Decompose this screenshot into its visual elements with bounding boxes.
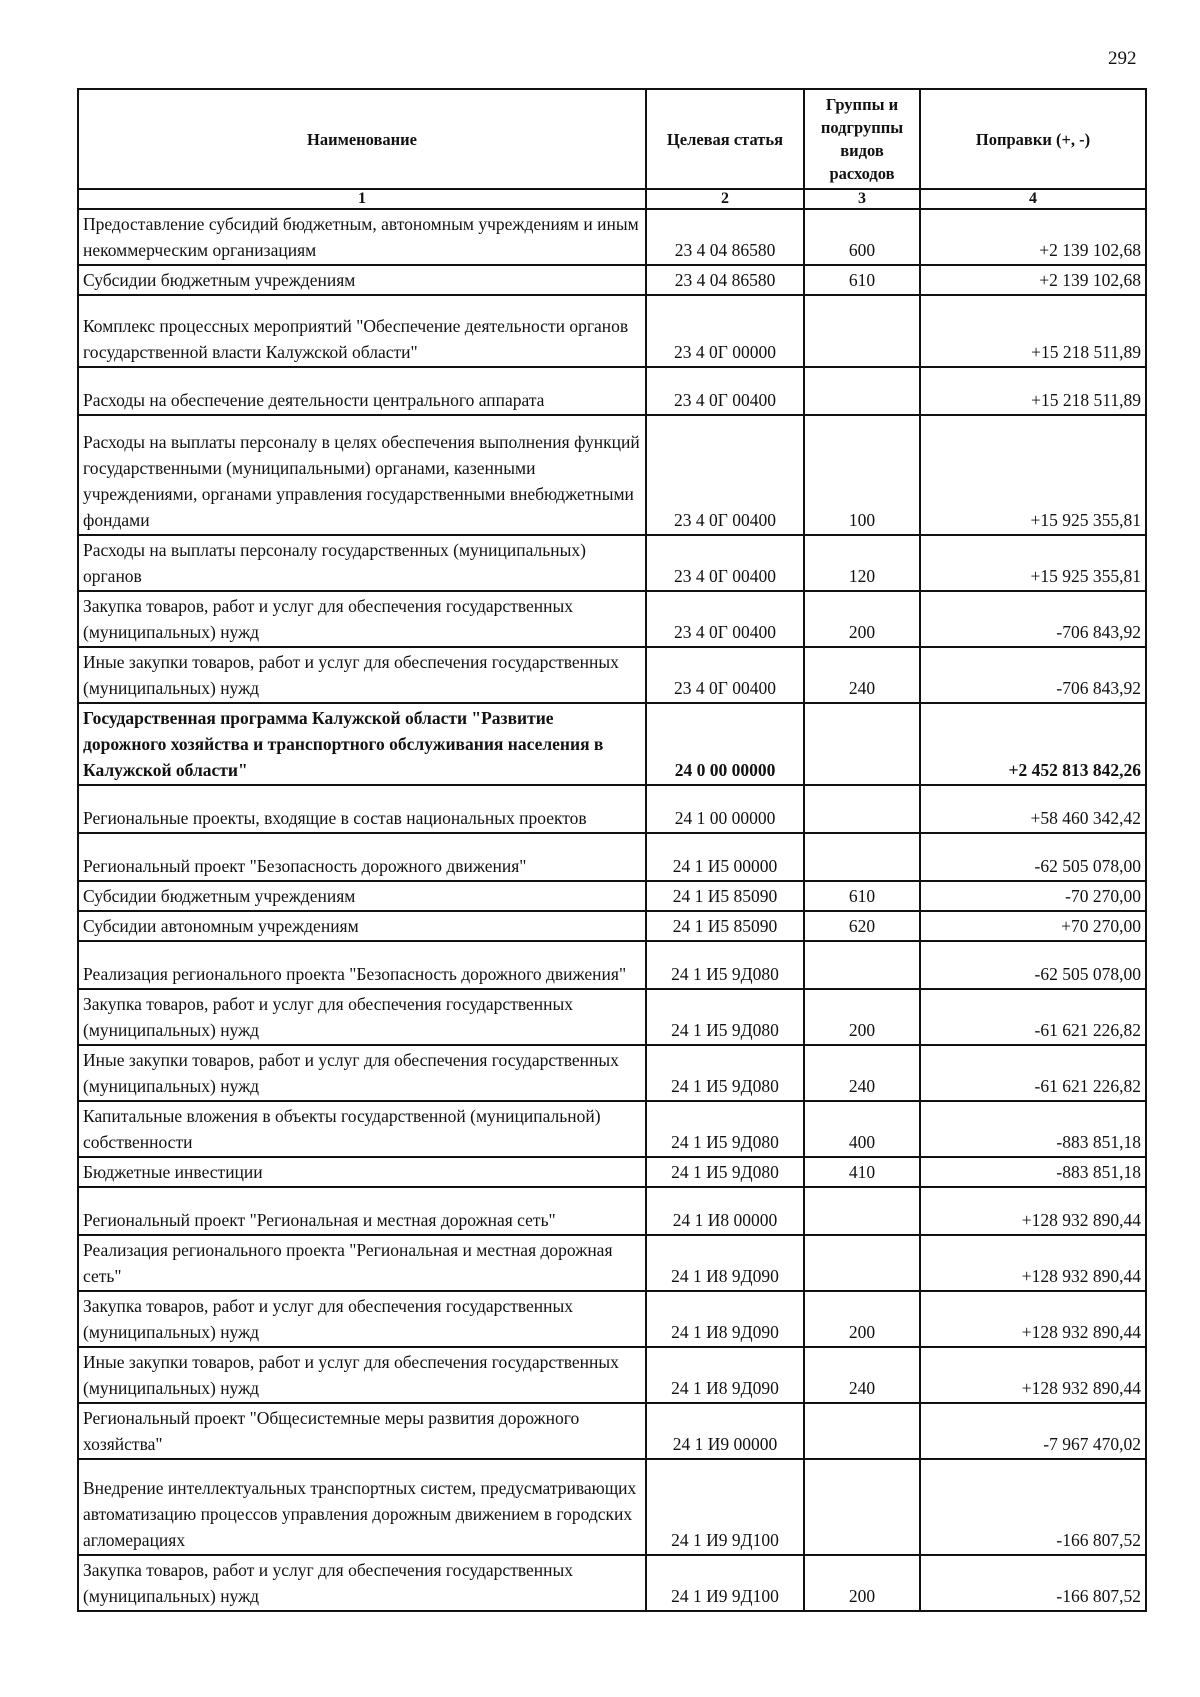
header-expense-groups: Группы и подгруппы видов расходов — [804, 89, 920, 189]
row-amendment-cell: -166 807,52 — [920, 1459, 1146, 1555]
table-row — [78, 1045, 1146, 1101]
header-target-article: Целевая статья — [646, 89, 804, 189]
table-row — [78, 703, 1146, 785]
row-amendment-cell: -166 807,52 — [920, 1555, 1146, 1611]
row-expense-group-cell — [804, 833, 920, 881]
row-amendment-cell: -7 967 470,02 — [920, 1403, 1146, 1459]
column-number-row — [78, 189, 1146, 209]
row-target-article-cell: 23 4 0Г 00000 — [646, 295, 804, 367]
row-expense-group-cell: 240 — [804, 647, 920, 703]
row-target-article-cell: 24 1 И5 9Д080 — [646, 1101, 804, 1157]
row-amendment-cell: +58 460 342,42 — [920, 785, 1146, 833]
row-name-cell: Расходы на выплаты персоналу государственных (муниципальных) органов — [78, 535, 646, 591]
row-amendment-cell: +70 270,00 — [920, 911, 1146, 941]
header-name: Наименование — [78, 89, 646, 189]
table-row — [78, 265, 1146, 295]
row-expense-group-cell: 240 — [804, 1347, 920, 1403]
row-expense-group-cell — [804, 1459, 920, 1555]
row-amendment-cell: +15 925 355,81 — [920, 535, 1146, 591]
row-name-cell: Региональный проект "Региональная и местная дорожная сеть" — [78, 1187, 646, 1235]
table-row — [78, 941, 1146, 989]
table-row — [78, 1235, 1146, 1291]
row-expense-group-cell: 600 — [804, 209, 920, 265]
row-target-article-cell: 23 4 0Г 00400 — [646, 535, 804, 591]
row-name-cell: Предоставление субсидий бюджетным, автономным учреждениям и иным некоммерческим организациям — [78, 209, 646, 265]
row-expense-group-cell — [804, 785, 920, 833]
row-name-cell: Субсидии бюджетным учреждениям — [78, 265, 646, 295]
row-amendment-cell: -70 270,00 — [920, 881, 1146, 911]
row-target-article-cell: 24 1 И5 85090 — [646, 911, 804, 941]
column-number: 2 — [646, 189, 804, 209]
row-amendment-cell: +128 932 890,44 — [920, 1291, 1146, 1347]
row-amendment-cell: -706 843,92 — [920, 647, 1146, 703]
row-target-article-cell: 24 1 И8 9Д090 — [646, 1235, 804, 1291]
row-amendment-cell: -62 505 078,00 — [920, 833, 1146, 881]
row-name-cell: Бюджетные инвестиции — [78, 1157, 646, 1187]
table-row — [78, 367, 1146, 415]
table-row — [78, 911, 1146, 941]
row-expense-group-cell — [804, 295, 920, 367]
table-row — [78, 1187, 1146, 1235]
row-target-article-cell: 24 1 И5 9Д080 — [646, 1157, 804, 1187]
row-name-cell: Иные закупки товаров, работ и услуг для обеспечения государственных (муниципальных) нужд — [78, 1347, 646, 1403]
row-expense-group-cell: 200 — [804, 591, 920, 647]
row-target-article-cell: 23 4 04 86580 — [646, 209, 804, 265]
row-expense-group-cell — [804, 367, 920, 415]
row-name-cell: Иные закупки товаров, работ и услуг для обеспечения государственных (муниципальных) нужд — [78, 647, 646, 703]
row-target-article-cell: 24 1 И8 9Д090 — [646, 1347, 804, 1403]
table-row — [78, 647, 1146, 703]
column-number: 1 — [78, 189, 646, 209]
row-target-article-cell: 24 1 И5 85090 — [646, 881, 804, 911]
row-expense-group-cell: 200 — [804, 1555, 920, 1611]
table-row — [78, 1459, 1146, 1555]
row-target-article-cell: 24 1 И9 00000 — [646, 1403, 804, 1459]
row-expense-group-cell: 400 — [804, 1101, 920, 1157]
row-expense-group-cell — [804, 1187, 920, 1235]
row-expense-group-cell: 610 — [804, 265, 920, 295]
table-row — [78, 989, 1146, 1045]
column-number: 3 — [804, 189, 920, 209]
row-expense-group-cell: 620 — [804, 911, 920, 941]
row-expense-group-cell — [804, 1235, 920, 1291]
row-name-cell: Региональные проекты, входящие в состав национальных проектов — [78, 785, 646, 833]
row-name-cell: Закупка товаров, работ и услуг для обеспечения государственных (муниципальных) нужд — [78, 1555, 646, 1611]
row-name-cell: Субсидии автономным учреждениям — [78, 911, 646, 941]
amendments-table-container — [77, 88, 1145, 1612]
row-name-cell: Региональный проект "Общесистемные меры развития дорожного хозяйства" — [78, 1403, 646, 1459]
row-expense-group-cell — [804, 941, 920, 989]
row-expense-group-cell: 200 — [804, 1291, 920, 1347]
row-amendment-cell: +15 925 355,81 — [920, 415, 1146, 535]
row-amendment-cell: -62 505 078,00 — [920, 941, 1146, 989]
row-amendment-cell: +15 218 511,89 — [920, 367, 1146, 415]
row-name-cell: Закупка товаров, работ и услуг для обеспечения государственных (муниципальных) нужд — [78, 591, 646, 647]
row-name-cell: Расходы на выплаты персоналу в целях обеспечения выполнения функций государственными (муниципальными) органами, казенными учреждениями, органами управления государственными внебюджетными фондами — [78, 415, 646, 535]
row-amendment-cell: +2 452 813 842,26 — [920, 703, 1146, 785]
row-target-article-cell: 23 4 0Г 00400 — [646, 415, 804, 535]
row-target-article-cell: 24 1 И5 9Д080 — [646, 1045, 804, 1101]
table-row — [78, 535, 1146, 591]
row-name-cell: Комплекс процессных мероприятий "Обеспечение деятельности органов государственной власти Калужской области" — [78, 295, 646, 367]
header-amendments: Поправки (+, -) — [920, 89, 1146, 189]
table-row — [78, 1403, 1146, 1459]
table-row — [78, 295, 1146, 367]
row-amendment-cell: +128 932 890,44 — [920, 1187, 1146, 1235]
row-target-article-cell: 24 0 00 00000 — [646, 703, 804, 785]
row-amendment-cell: -61 621 226,82 — [920, 989, 1146, 1045]
column-number: 4 — [920, 189, 1146, 209]
row-name-cell: Капитальные вложения в объекты государственной (муниципальной) собственности — [78, 1101, 646, 1157]
row-name-cell: Закупка товаров, работ и услуг для обеспечения государственных (муниципальных) нужд — [78, 1291, 646, 1347]
table-row — [78, 1157, 1146, 1187]
table-row — [78, 591, 1146, 647]
table-row — [78, 1101, 1146, 1157]
row-amendment-cell: -883 851,18 — [920, 1157, 1146, 1187]
row-target-article-cell: 24 1 И9 9Д100 — [646, 1459, 804, 1555]
row-expense-group-cell: 200 — [804, 989, 920, 1045]
table-row — [78, 881, 1146, 911]
row-amendment-cell: +15 218 511,89 — [920, 295, 1146, 367]
row-name-cell: Реализация регионального проекта "Безопасность дорожного движения" — [78, 941, 646, 989]
table-header-row — [78, 89, 1146, 189]
row-amendment-cell: +2 139 102,68 — [920, 209, 1146, 265]
row-target-article-cell: 23 4 0Г 00400 — [646, 367, 804, 415]
row-amendment-cell: -61 621 226,82 — [920, 1045, 1146, 1101]
row-expense-group-cell: 410 — [804, 1157, 920, 1187]
row-target-article-cell: 23 4 0Г 00400 — [646, 647, 804, 703]
row-name-cell: Субсидии бюджетным учреждениям — [78, 881, 646, 911]
table-body — [78, 209, 1146, 1611]
row-target-article-cell: 24 1 И5 00000 — [646, 833, 804, 881]
row-target-article-cell: 24 1 И5 9Д080 — [646, 941, 804, 989]
table-row — [78, 1347, 1146, 1403]
row-name-cell: Государственная программа Калужской области "Развитие дорожного хозяйства и транспортного обслуживания населения в Калужской области" — [78, 703, 646, 785]
row-expense-group-cell: 100 — [804, 415, 920, 535]
row-amendment-cell: +2 139 102,68 — [920, 265, 1146, 295]
row-expense-group-cell — [804, 703, 920, 785]
row-expense-group-cell: 240 — [804, 1045, 920, 1101]
table-row — [78, 1555, 1146, 1611]
row-amendment-cell: -706 843,92 — [920, 591, 1146, 647]
row-expense-group-cell — [804, 1403, 920, 1459]
row-amendment-cell: +128 932 890,44 — [920, 1347, 1146, 1403]
row-target-article-cell: 23 4 04 86580 — [646, 265, 804, 295]
row-name-cell: Расходы на обеспечение деятельности центрального аппарата — [78, 367, 646, 415]
row-target-article-cell: 24 1 00 00000 — [646, 785, 804, 833]
row-target-article-cell: 24 1 И9 9Д100 — [646, 1555, 804, 1611]
amendments-table — [77, 88, 1147, 1612]
row-expense-group-cell: 120 — [804, 535, 920, 591]
row-amendment-cell: -883 851,18 — [920, 1101, 1146, 1157]
row-target-article-cell: 24 1 И8 9Д090 — [646, 1291, 804, 1347]
row-target-article-cell: 23 4 0Г 00400 — [646, 591, 804, 647]
row-name-cell: Реализация регионального проекта "Региональная и местная дорожная сеть" — [78, 1235, 646, 1291]
table-row — [78, 833, 1146, 881]
row-name-cell: Закупка товаров, работ и услуг для обеспечения государственных (муниципальных) нужд — [78, 989, 646, 1045]
row-name-cell: Региональный проект "Безопасность дорожного движения" — [78, 833, 646, 881]
row-name-cell: Иные закупки товаров, работ и услуг для обеспечения государственных (муниципальных) нужд — [78, 1045, 646, 1101]
row-amendment-cell: +128 932 890,44 — [920, 1235, 1146, 1291]
table-row — [78, 785, 1146, 833]
table-row — [78, 209, 1146, 265]
table-row — [78, 1291, 1146, 1347]
page-number: 292 — [1108, 48, 1137, 69]
row-target-article-cell: 24 1 И5 9Д080 — [646, 989, 804, 1045]
row-target-article-cell: 24 1 И8 00000 — [646, 1187, 804, 1235]
table-row — [78, 415, 1146, 535]
row-name-cell: Внедрение интеллектуальных транспортных систем, предусматривающих автоматизацию процессов управления дорожным движением в городских агломерациях — [78, 1459, 646, 1555]
row-expense-group-cell: 610 — [804, 881, 920, 911]
